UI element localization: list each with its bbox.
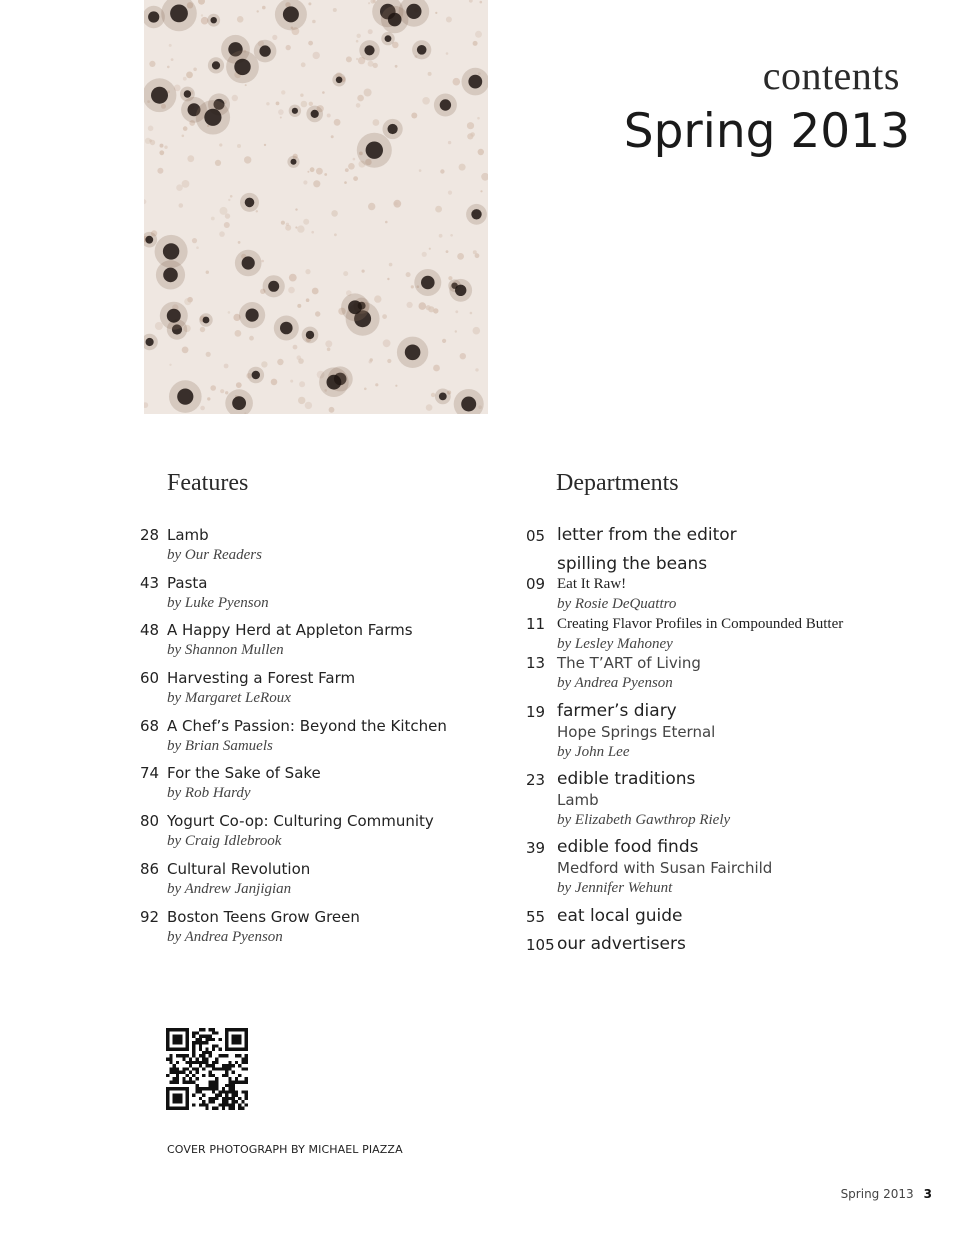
- feature-title: Boston Teens Grow Green: [167, 907, 360, 926]
- dept-subitem[interactable]: [526, 653, 946, 700]
- dept-byline: by Andrea Pyenson: [557, 675, 673, 691]
- departments-heading: Departments: [556, 470, 679, 496]
- dept-byline: by Elizabeth Gawthrop Riely: [557, 812, 731, 828]
- features-heading: Features: [167, 470, 249, 496]
- feature-item[interactable]: [140, 860, 510, 908]
- dept-byline: by Jennifer Wehunt: [557, 880, 673, 896]
- feature-page: 43: [140, 573, 160, 592]
- cover-photo: [144, 0, 488, 414]
- contents-heading: contents: [762, 53, 900, 98]
- feature-byline: by Shannon Mullen: [167, 642, 284, 659]
- cover-photo-texture: [144, 0, 488, 414]
- features-list: [140, 526, 510, 955]
- dept-title: edible traditions: [557, 769, 696, 789]
- feature-title: Pasta: [167, 573, 208, 592]
- feature-page: 80: [140, 812, 160, 831]
- page-number: 3: [923, 1187, 932, 1201]
- dept-title: farmer’s diary: [557, 701, 677, 721]
- dept-item-letter[interactable]: [526, 524, 946, 553]
- feature-item[interactable]: [140, 908, 510, 956]
- dept-page: 09: [526, 575, 546, 593]
- dept-title: our advertisers: [557, 934, 686, 954]
- dept-subitem-title: Creating Flavor Profiles in Compounded Butter: [557, 616, 844, 632]
- dept-page: 55: [526, 908, 546, 926]
- feature-page: 68: [140, 716, 160, 735]
- dept-item-edible-traditions[interactable]: [526, 768, 946, 836]
- qr-code-icon[interactable]: [166, 1028, 248, 1110]
- dept-title: eat local guide: [557, 906, 683, 926]
- feature-title: Cultural Revolution: [167, 859, 311, 878]
- dept-subitem[interactable]: [526, 574, 946, 614]
- dept-subitem-title: Eat It Raw!: [557, 576, 627, 592]
- feature-item[interactable]: [140, 574, 510, 622]
- departments-list: [526, 524, 946, 961]
- feature-item[interactable]: [140, 669, 510, 717]
- dept-subitem-title: The T’ART of Living: [557, 654, 701, 672]
- dept-byline: by Lesley Mahoney: [557, 636, 673, 652]
- feature-item[interactable]: [140, 764, 510, 812]
- feature-page: 86: [140, 859, 160, 878]
- feature-title: A Happy Herd at Appleton Farms: [167, 621, 413, 640]
- page-footer: [841, 1187, 932, 1201]
- feature-byline: by Rob Hardy: [167, 785, 251, 802]
- dept-page: 39: [526, 839, 546, 857]
- feature-page: 28: [140, 526, 160, 544]
- feature-title: Lamb: [167, 526, 209, 544]
- dept-subtitle: Hope Springs Eternal: [557, 723, 716, 741]
- dept-page: 23: [526, 771, 546, 789]
- dept-subtitle: Medford with Susan Fairchild: [557, 859, 773, 877]
- feature-byline: by Andrew Janjigian: [167, 880, 292, 897]
- dept-page: 05: [526, 527, 546, 545]
- dept-byline: by Rosie DeQuattro: [557, 596, 677, 612]
- feature-title: For the Sake of Sake: [167, 764, 321, 783]
- dept-item-farmers-diary[interactable]: [526, 700, 946, 768]
- feature-title: Harvesting a Forest Farm: [167, 669, 356, 688]
- dept-byline: by John Lee: [557, 744, 630, 760]
- feature-byline: by Margaret LeRoux: [167, 690, 291, 707]
- issue-title: Spring 2013: [623, 104, 910, 159]
- dept-title: spilling the beans: [557, 554, 708, 574]
- feature-page: 92: [140, 907, 160, 926]
- feature-byline: by Craig Idlebrook: [167, 833, 282, 850]
- feature-page: 74: [140, 764, 160, 783]
- dept-item-eat-local-guide[interactable]: [526, 905, 946, 933]
- dept-page: 19: [526, 703, 546, 721]
- dept-item-our-advertisers[interactable]: [526, 933, 946, 961]
- dept-item-spilling[interactable]: [526, 553, 946, 574]
- feature-page: 60: [140, 669, 160, 688]
- dept-subitem[interactable]: [526, 614, 946, 653]
- dept-page: 105: [526, 936, 555, 954]
- footer-issue: Spring 2013: [840, 1187, 914, 1201]
- dept-subtitle: Lamb: [557, 791, 599, 809]
- feature-page: 48: [140, 621, 160, 640]
- feature-byline: by Brian Samuels: [167, 737, 273, 754]
- feature-item[interactable]: [140, 526, 510, 574]
- feature-byline: by Luke Pyenson: [167, 594, 269, 611]
- feature-byline: by Our Readers: [167, 547, 262, 563]
- dept-title: edible food finds: [557, 837, 699, 857]
- feature-title: A Chef’s Passion: Beyond the Kitchen: [167, 716, 447, 735]
- dept-item-edible-food-finds[interactable]: [526, 836, 946, 905]
- dept-title: letter from the editor: [557, 525, 737, 545]
- feature-title: Yogurt Co-op: Culturing Community: [167, 812, 434, 831]
- feature-item[interactable]: [140, 621, 510, 669]
- feature-byline: by Andrea Pyenson: [167, 928, 283, 945]
- feature-item[interactable]: [140, 717, 510, 765]
- dept-page: 13: [526, 654, 546, 672]
- feature-item[interactable]: [140, 812, 510, 860]
- dept-page: 11: [526, 615, 546, 633]
- cover-photo-credit: COVER PHOTOGRAPH BY MICHAEL PIAZZA: [167, 1143, 403, 1156]
